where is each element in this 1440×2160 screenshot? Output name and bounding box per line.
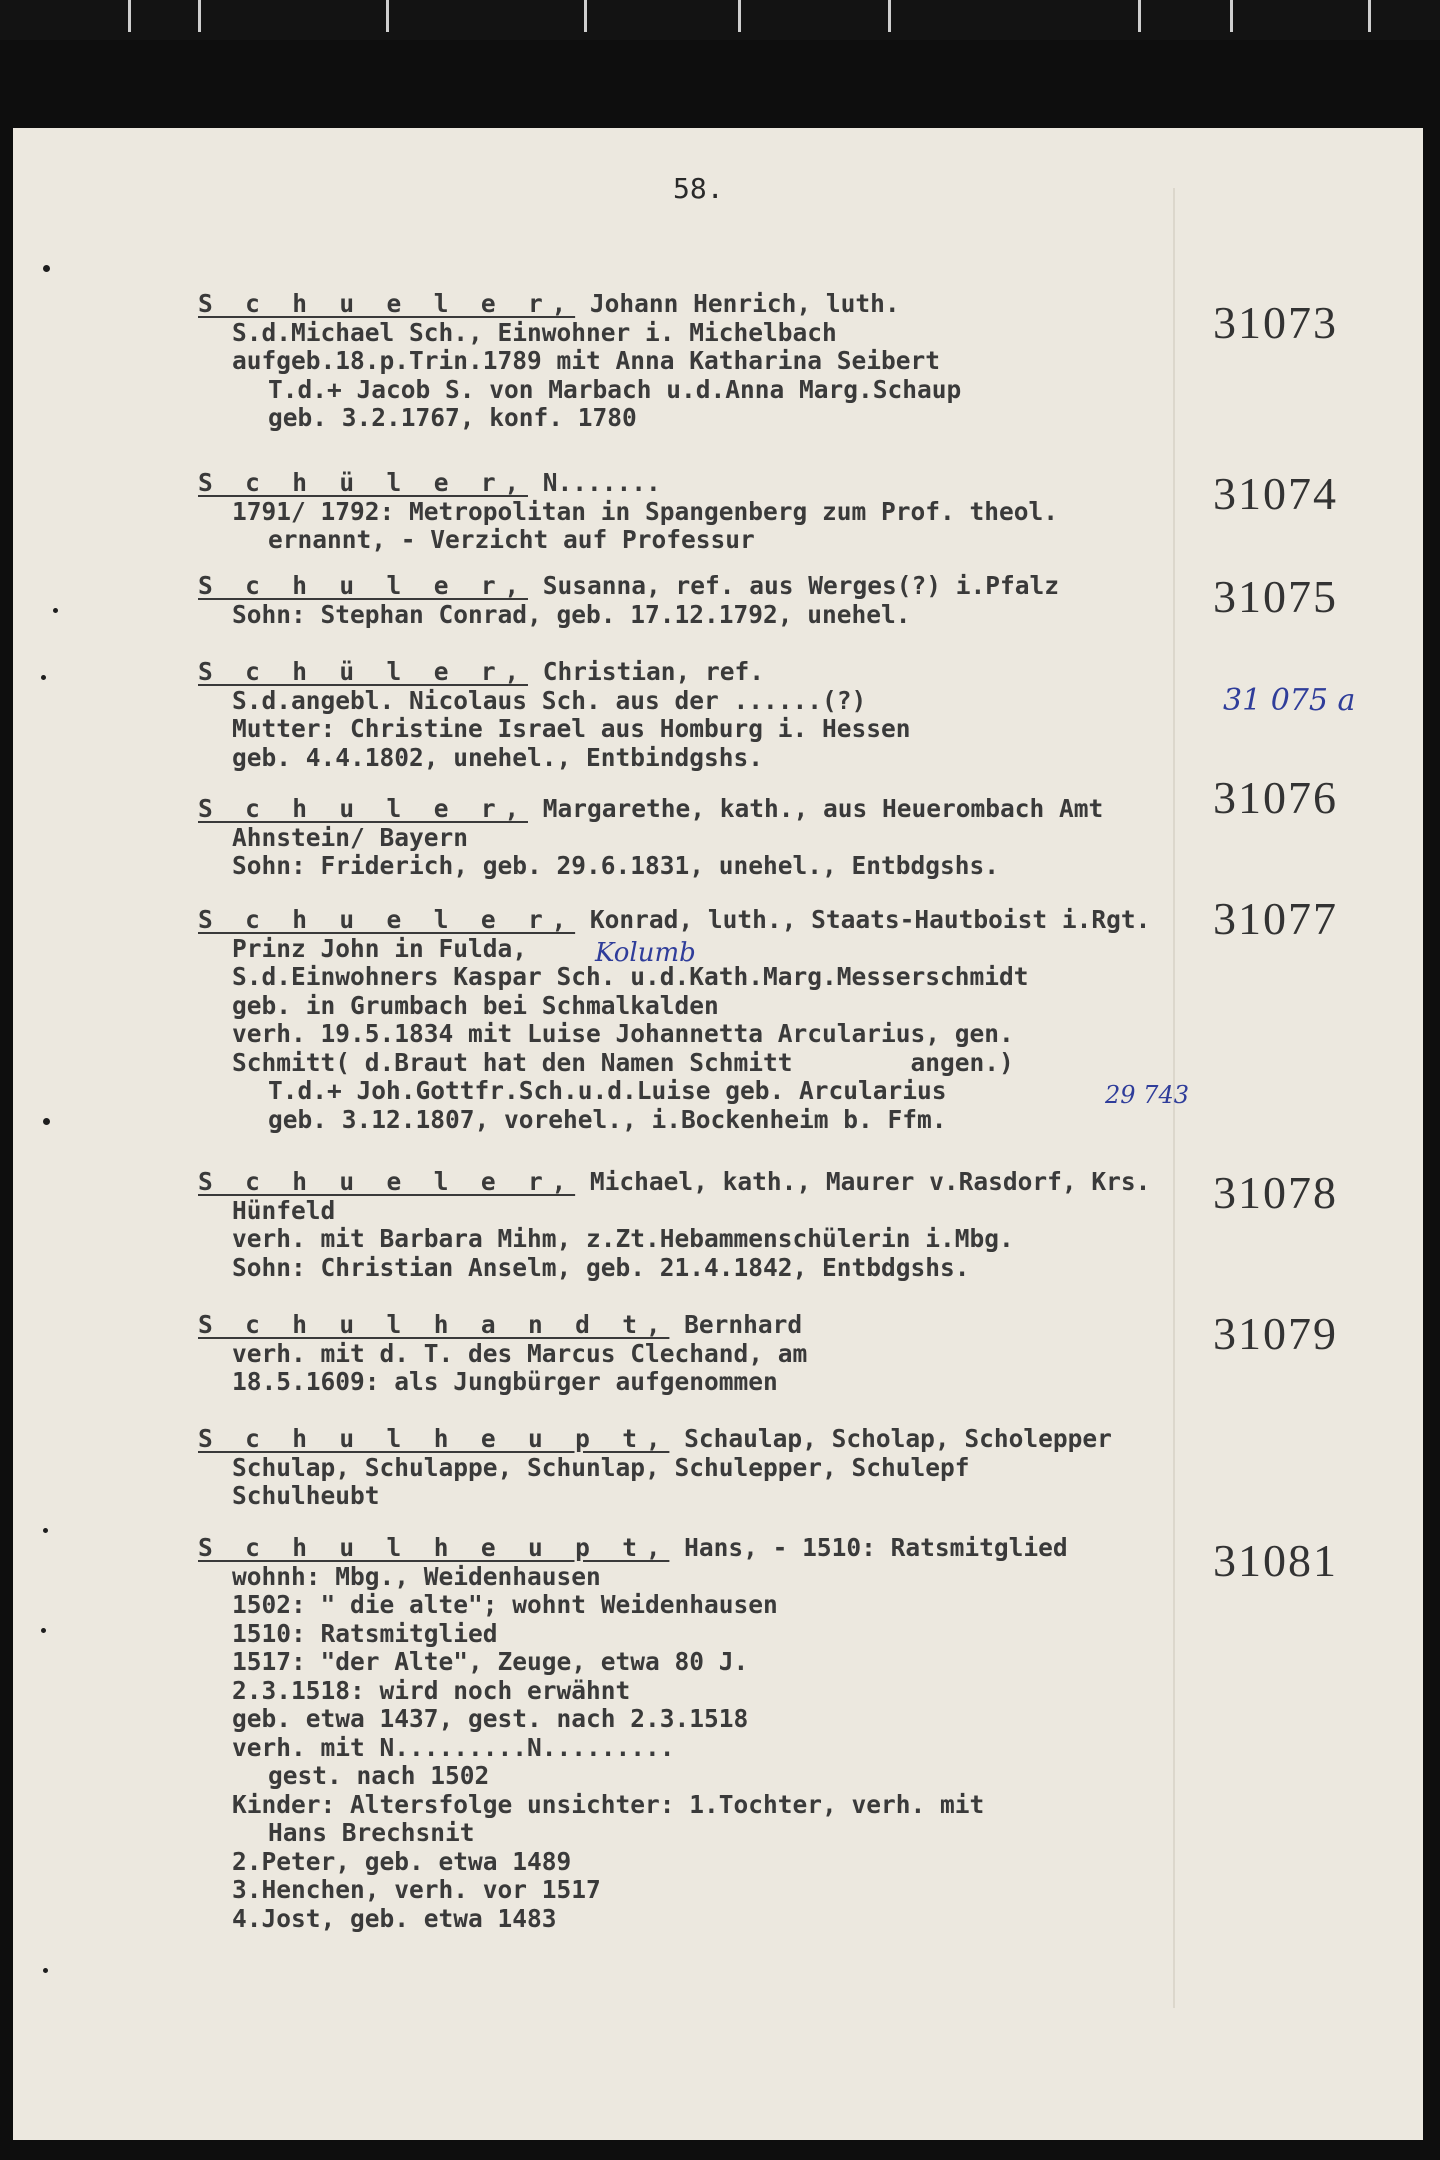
- entry-line: Kinder: Altersfolge unsichter: 1.Tochter, verh. mit: [232, 1789, 985, 1819]
- entry-line: geb. 3.2.1767, konf. 1780: [268, 403, 637, 432]
- entry-line: geb. 3.12.1807, vorehel., i.Bockenheim b. Ffm.: [268, 1104, 947, 1134]
- margin-mark: [43, 1528, 48, 1533]
- entry-line: Hünfeld: [232, 1195, 336, 1225]
- handwritten-note-31075a: 31 075 a: [1223, 683, 1356, 718]
- entry-line: geb. 4.4.1802, unehel., Entbindgshs.: [232, 742, 764, 772]
- entry-line: 1502: " die alte"; wohnt Weidenhausen: [232, 1590, 778, 1619]
- entry-line: Prinz John in Fulda,: [232, 933, 528, 963]
- surname: S c h u l e r,: [198, 794, 528, 823]
- entry-line: S.d.Michael Sch., Einwohner i. Michelbach: [232, 317, 837, 347]
- entry-number: 31074: [1213, 468, 1338, 519]
- entry-number: 31077: [1213, 893, 1338, 944]
- entry-line: 2.Peter, geb. etwa 1489: [232, 1846, 572, 1876]
- entry-line: S.d.angebl. Nicolaus Sch. aus der ......(?): [232, 685, 867, 715]
- surname: S c h ü l e r,: [198, 657, 528, 686]
- entry-heading: [198, 795, 1103, 824]
- entry-line: Schulap, Schulappe, Schunlap, Schulepper, Schulepf: [232, 1452, 970, 1482]
- entry-given-name: Margarethe, kath., aus Heuerombach Amt: [527, 794, 1104, 823]
- entry-line: ernannt, - Verzicht auf Professur: [268, 525, 755, 554]
- entry: [198, 658, 911, 772]
- film-tick: [584, 0, 587, 32]
- entry-line: T.d.+ Jacob S. von Marbach u.d.Anna Marg.Schaup: [268, 374, 962, 404]
- surname: S c h u l h a n d t,: [198, 1310, 670, 1339]
- entry-heading: [198, 469, 1058, 498]
- entry-number: 31078: [1213, 1167, 1338, 1218]
- surname: S c h u e l e r,: [198, 905, 576, 934]
- margin-mark: [43, 1968, 48, 1973]
- film-tick: [198, 0, 201, 32]
- surname: S c h u l h e u p t,: [198, 1533, 670, 1562]
- entry-line: verh. mit Barbara Mihm, z.Zt.Hebammenschülerin i.Mbg.: [232, 1224, 1014, 1253]
- entry-line: Sohn: Stephan Conrad, geb. 17.12.1792, unehel.: [232, 599, 911, 629]
- entry-line: gest. nach 1502: [268, 1761, 490, 1790]
- entry-given-name: Bernhard: [669, 1310, 803, 1339]
- margin-mark: [43, 1118, 50, 1125]
- entry: [198, 572, 1059, 629]
- film-tick: [738, 0, 741, 32]
- entry-number: 31073: [1213, 297, 1338, 348]
- entry-given-name: Schaulap, Scholap, Scholepper: [669, 1424, 1112, 1453]
- entry-line: 1791/ 1792: Metropolitan in Spangenberg zum Prof. theol.: [232, 496, 1059, 526]
- film-tick: [386, 0, 389, 32]
- entry-line: Sohn: Christian Anselm, geb. 21.4.1842, Entbdgshs.: [232, 1252, 970, 1282]
- entry: [198, 290, 961, 433]
- handwritten-note-29743: 29 743: [1105, 1081, 1189, 1109]
- entry-line: 4.Jost, geb. etwa 1483: [232, 1903, 557, 1933]
- entry-line: T.d.+ Joh.Gottfr.Sch.u.d.Luise geb. Arcularius: [268, 1076, 947, 1105]
- entry-line: 18.5.1609: als Jungbürger aufgenommen: [232, 1367, 778, 1396]
- entry-given-name: Christian, ref.: [527, 657, 764, 686]
- entry-line: geb. in Grumbach bei Schmalkalden: [232, 990, 719, 1020]
- entry-given-name: Susanna, ref. aus Werges(?) i.Pfalz: [527, 571, 1059, 600]
- entry-number: 31081: [1213, 1535, 1338, 1586]
- entry-line: verh. mit N.........N.........: [232, 1732, 675, 1762]
- entry-line: 2.3.1518: wird noch erwähnt: [232, 1675, 631, 1705]
- surname: S c h u l h e u p t,: [198, 1424, 670, 1453]
- entry-heading: [198, 1534, 1068, 1563]
- film-tick: [888, 0, 891, 32]
- entry-line: 3.Henchen, verh. vor 1517: [232, 1875, 601, 1904]
- entry-line: Sohn: Friderich, geb. 29.6.1831, unehel., Entbdgshs.: [232, 851, 1000, 880]
- entry-given-name: N.......: [527, 468, 661, 497]
- film-tick: [128, 0, 131, 32]
- entry-line: geb. etwa 1437, gest. nach 2.3.1518: [232, 1704, 749, 1733]
- margin-mark: [41, 1628, 46, 1633]
- entry-heading: [198, 658, 911, 687]
- margin-mark: [41, 675, 46, 680]
- entry-heading: [198, 1168, 1150, 1197]
- surname: S c h u l e r,: [198, 571, 528, 600]
- entry-line: verh. mit d. T. des Marcus Clechand, am: [232, 1338, 808, 1368]
- document-page: [13, 128, 1423, 2140]
- entry: [198, 1425, 1112, 1511]
- entry-number: 31075: [1213, 571, 1338, 622]
- margin-mark: [53, 608, 58, 613]
- surname: S c h ü l e r,: [198, 468, 528, 497]
- entry: [198, 1534, 1068, 1933]
- entry-given-name: Johann Henrich, luth.: [575, 289, 900, 318]
- page-number: 58.: [673, 172, 724, 205]
- entry-given-name: Hans, - 1510: Ratsmitglied: [669, 1533, 1068, 1562]
- handwritten-note-kolumb: Kolumb: [595, 938, 696, 968]
- film-tick: [1368, 0, 1371, 32]
- entry-number: 31079: [1213, 1308, 1338, 1359]
- entry-given-name: Konrad, luth., Staats-Hautboist i.Rgt.: [575, 905, 1151, 934]
- entry: [198, 469, 1058, 555]
- film-tick: [1138, 0, 1141, 32]
- entry-line: wohnh: Mbg., Weidenhausen: [232, 1561, 601, 1591]
- entry-heading: [198, 1425, 1112, 1454]
- surname: S c h u e l e r,: [198, 289, 576, 318]
- entry-number: 31076: [1213, 772, 1338, 823]
- entry-line: verh. 19.5.1834 mit Luise Johannetta Arcularius, gen.: [232, 1019, 1014, 1048]
- entry-heading: [198, 906, 1150, 935]
- entry-given-name: Michael, kath., Maurer v.Rasdorf, Krs.: [575, 1167, 1151, 1196]
- entry-line: 1510: Ratsmitglied: [232, 1618, 498, 1648]
- film-tick: [1230, 0, 1233, 32]
- entry: [198, 795, 1103, 881]
- film-strip: [0, 0, 1440, 40]
- entry-line: Mutter: Christine Israel aus Homburg i. Hessen: [232, 714, 911, 743]
- surname: S c h u e l e r,: [198, 1167, 576, 1196]
- entry-heading: [198, 290, 961, 319]
- entry-line: Ahnstein/ Bayern: [232, 822, 469, 852]
- entry-line: S.d.Einwohners Kaspar Sch. u.d.Kath.Marg.Messerschmidt: [232, 962, 1029, 991]
- entry-heading: [198, 1311, 807, 1340]
- entry-line: Schmitt( d.Braut hat den Namen Schmitt angen.): [232, 1047, 1014, 1077]
- entry: [198, 1168, 1150, 1282]
- entry-line: Hans Brechsnit: [268, 1818, 475, 1847]
- entry: [198, 1311, 807, 1397]
- entry-line: Schulheubt: [232, 1481, 380, 1510]
- margin-mark: [43, 265, 50, 272]
- entry-line: 1517: "der Alte", Zeuge, etwa 80 J.: [232, 1647, 749, 1676]
- entry-heading: [198, 572, 1059, 601]
- entry-line: aufgeb.18.p.Trin.1789 mit Anna Katharina Seibert: [232, 346, 941, 375]
